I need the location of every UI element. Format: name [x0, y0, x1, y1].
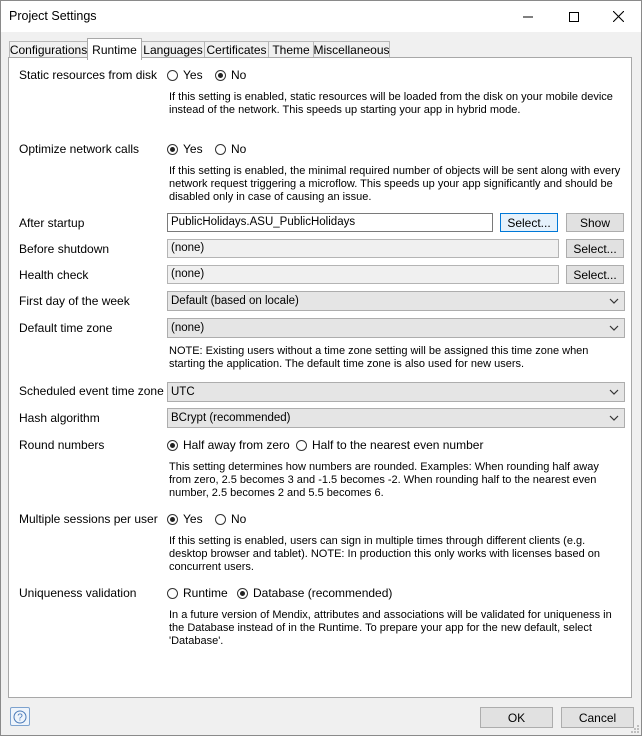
radio-label: Yes	[183, 142, 203, 156]
radio-circle	[215, 144, 226, 155]
default-tz-label: Default time zone	[19, 321, 113, 335]
health-check-label: Health check	[19, 268, 89, 282]
optimize-network-no-radio[interactable]	[215, 142, 246, 156]
static-resources-label: Static resources from disk	[19, 68, 158, 82]
tab-label: Certificates	[206, 43, 267, 57]
scheduled-tz-select[interactable]	[167, 382, 625, 402]
radio-circle	[167, 144, 178, 155]
tab-theme[interactable]	[268, 41, 314, 58]
tab-configurations[interactable]	[9, 41, 88, 58]
before-shutdown-select-button[interactable]: Select...	[566, 239, 624, 258]
tab-certificates[interactable]	[204, 41, 269, 58]
title-bar	[1, 1, 641, 32]
after-startup-field[interactable]: PublicHolidays.ASU_PublicHolidays	[167, 213, 493, 232]
optimize-network-yes-radio[interactable]	[167, 142, 203, 156]
tab-languages[interactable]	[141, 41, 205, 58]
radio-circle	[167, 514, 178, 525]
select-value: Default (based on locale)	[171, 295, 299, 307]
uniqueness-description: In a future version of Mendix, attributes and associations will be validated for uniqueness in the Database instead of in the Runtime. To prepare your app for the new default, select 'Database'.	[169, 609, 612, 647]
radio-circle	[167, 588, 178, 599]
default-tz-note: NOTE: Existing users without a time zone setting will be assigned this time zone when starting the application. The default time zone is also used for new users.	[169, 345, 589, 370]
optimize-network-label: Optimize network calls	[19, 142, 140, 156]
radio-label: No	[231, 142, 247, 156]
round-numbers-label: Round numbers	[19, 438, 105, 452]
tab-miscellaneous[interactable]	[313, 41, 390, 58]
tab-label: Theme	[272, 43, 310, 57]
radio-circle	[215, 514, 226, 525]
chevron-down-icon	[609, 388, 619, 396]
radio-label: No	[231, 68, 247, 82]
after-startup-select-button[interactable]: Select...	[500, 213, 558, 232]
uniqueness-database-radio[interactable]	[237, 586, 392, 600]
radio-circle	[296, 440, 307, 451]
chevron-down-icon	[609, 297, 619, 305]
minimize-button[interactable]	[505, 1, 551, 32]
minimize-icon	[523, 12, 533, 22]
radio-circle	[215, 70, 226, 81]
radio-label: Yes	[183, 512, 203, 526]
first-day-label: First day of the week	[19, 294, 130, 308]
radio-label: Half to the nearest even number	[312, 438, 484, 452]
radio-label: Half away from zero	[183, 438, 290, 452]
round-numbers-description: This setting determines how numbers are rounded. Examples: When rounding half away from zero, 2.5 becomes 3 and -1.5 becomes -2. When rounding half to the nearest even number, 2.5 becomes 2 and 5.5 becomes 6.	[169, 461, 599, 499]
resize-grip-icon[interactable]	[630, 724, 640, 734]
scheduled-tz-label: Scheduled event time zone	[19, 384, 164, 398]
before-shutdown-field[interactable]: (none)	[167, 239, 559, 258]
hash-algo-label: Hash algorithm	[19, 411, 100, 425]
tab-runtime[interactable]	[87, 38, 142, 60]
static-resources-yes-radio[interactable]	[167, 68, 203, 82]
static-resources-description: If this setting is enabled, static resources will be loaded from the disk on your mobile device instead of the network. This speeds up starting your app in hybrid mode.	[169, 91, 613, 116]
chevron-down-icon	[609, 324, 619, 332]
radio-circle	[167, 70, 178, 81]
first-day-select[interactable]	[167, 291, 625, 311]
help-icon	[13, 710, 27, 724]
default-tz-select[interactable]	[167, 318, 625, 338]
radio-circle	[237, 588, 248, 599]
multi-sessions-label: Multiple sessions per user	[19, 512, 158, 526]
maximize-icon	[569, 12, 579, 22]
tab-label: Miscellaneous	[313, 43, 390, 57]
multi-sessions-description: If this setting is enabled, users can sign in multiple times through different clients (e.g. desktop browser and tablet). NOTE: In production this only works with licenses based on concurrent users.	[169, 535, 601, 573]
hash-algo-select[interactable]	[167, 408, 625, 428]
static-resources-no-radio[interactable]	[215, 68, 246, 82]
radio-label: Database (recommended)	[253, 586, 393, 600]
round-half-even-radio[interactable]	[296, 438, 483, 452]
after-startup-label: After startup	[19, 216, 85, 230]
tab-label: Languages	[143, 43, 203, 57]
after-startup-show-button[interactable]: Show	[566, 213, 624, 232]
tab-label: Runtime	[92, 42, 137, 57]
tab-label: Configurations	[9, 43, 88, 57]
multi-sessions-no-radio[interactable]	[215, 512, 246, 526]
radio-circle	[167, 440, 178, 451]
radio-label: No	[231, 512, 247, 526]
before-shutdown-label: Before shutdown	[19, 242, 110, 256]
round-half-away-radio[interactable]	[167, 438, 290, 452]
ok-button[interactable]: OK	[480, 707, 553, 728]
select-value: UTC	[171, 386, 195, 398]
radio-label: Runtime	[183, 586, 228, 600]
radio-label: Yes	[183, 68, 203, 82]
help-button[interactable]	[10, 707, 30, 726]
svg-text:?: ?	[17, 712, 23, 723]
health-check-select-button[interactable]: Select...	[566, 265, 624, 284]
optimize-network-description: If this setting is enabled, the minimal required number of objects will be sent along with every network request triggering a microflow. This speeds up your app significantly and should be disabled only in case of causing an issue.	[169, 165, 621, 203]
select-value: BCrypt (recommended)	[171, 412, 291, 424]
uniqueness-runtime-radio[interactable]	[167, 586, 228, 600]
uniqueness-label: Uniqueness validation	[19, 586, 137, 600]
close-icon	[613, 11, 624, 22]
window-title: Project Settings	[9, 9, 97, 23]
select-value: (none)	[171, 322, 205, 334]
maximize-button[interactable]	[551, 1, 597, 32]
close-button[interactable]	[595, 1, 641, 32]
multi-sessions-yes-radio[interactable]	[167, 512, 203, 526]
health-check-field[interactable]: (none)	[167, 265, 559, 284]
chevron-down-icon	[609, 414, 619, 422]
tab-strip	[1, 32, 641, 59]
cancel-button[interactable]: Cancel	[561, 707, 634, 728]
